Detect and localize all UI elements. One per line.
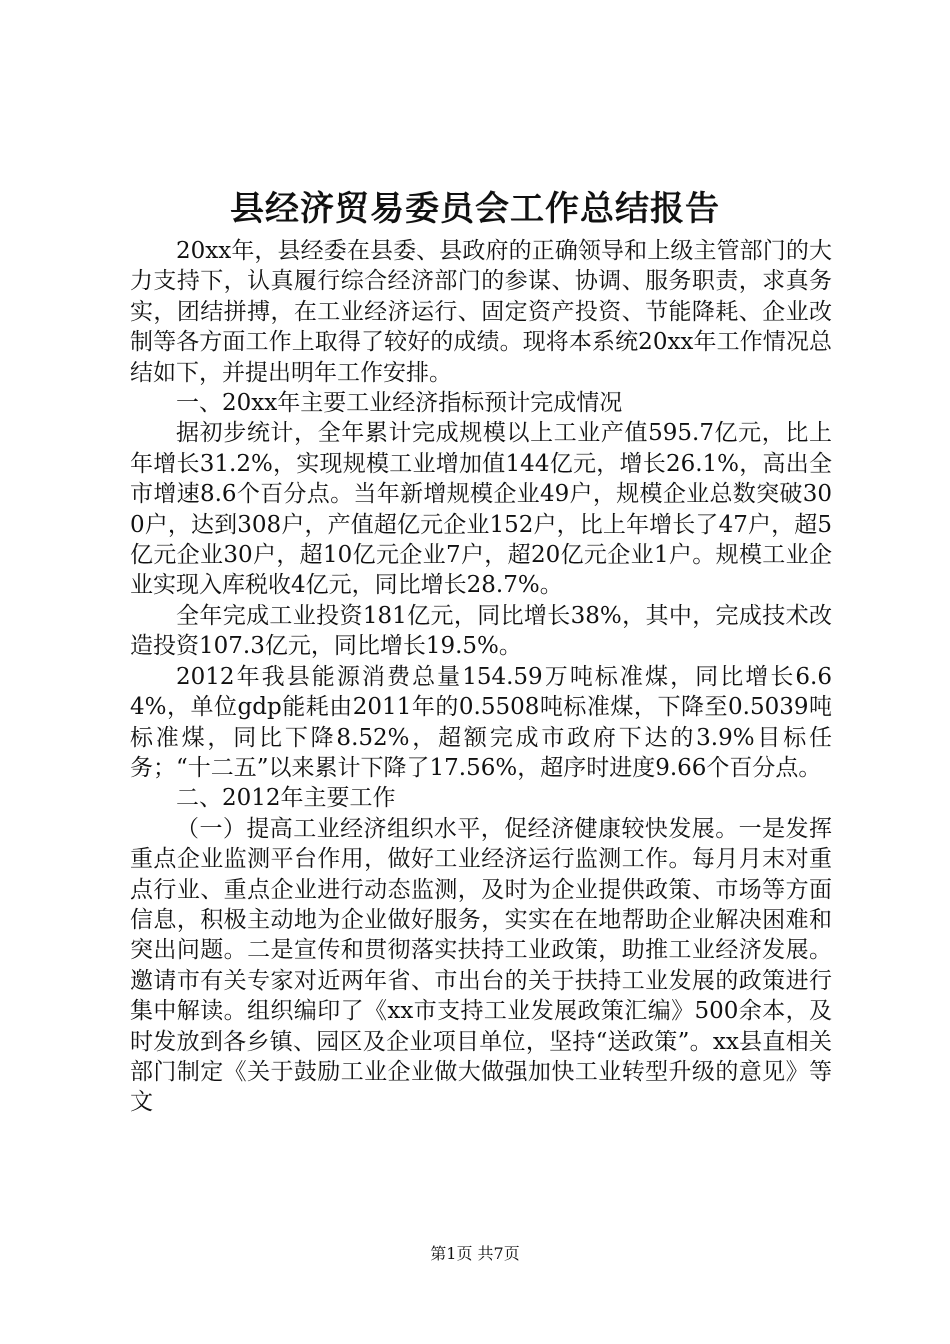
intro-paragraph: 20xx年，县经委在县委、县政府的正确领导和上级主管部门的大力支持下，认真履行综合经济部门的参谋、协调、服务职责，求真务实，团结拼搏，在工业经济运行、固定资产投资、节能降耗、企业改制等各方面工作上取得了较好的成绩。现将本系统20xx年工作情况总结如下，并提出明年工作安排。 — [130, 238, 832, 386]
page-footer: 第1页 共7页 — [430, 1244, 520, 1263]
energy-paragraph: 2012年我县能源消费总量154.59万吨标准煤，同比增长6.64%，单位gdp能耗由2011年的0.5508吨标准煤，下降至0.5039吨标准煤，同比下降8.52%，超额完成市政府下达的3.9%目标任务；“十二五”以来累计下降了17.56%，超序时进度9.66个百分点。 — [130, 663, 832, 781]
work-paragraph-1: （一）提高工业经济组织水平，促经济健康较快发展。一是发挥重点企业监测平台作用，做好工业经济运行监测工作。每月月末对重点行业、重点企业进行动态监测，及时为企业提供政策、市场等方面信息，积极主动地为企业做好服务，实实在在地帮助企业解决困难和突出问题。二是宣传和贯彻落实扶持工业政策，助推工业经济发展。邀请市有关专家对近两年省、市出台的关于扶持工业发展的政策进行集中解读。组织编印了《xx市支持工业发展政策汇编》500余本，及时发放到各乡镇、园区及企业项目单位，坚持“送政策”。xx县直相关部门制定《关于鼓励工业企业做大做强加快工业转型升级的意见》等文 — [130, 815, 832, 1116]
investment-paragraph: 全年完成工业投资181亿元，同比增长38%，其中，完成技术改造投资107.3亿元，同比增长19.5%。 — [130, 602, 832, 660]
statistics-paragraph: 据初步统计，全年累计完成规模以上工业产值595.7亿元，比上年增长31.2%，实现规模工业增加值144亿元，增长26.1%，高出全市增速8.6个百分点。当年新增规模企业49户，规模企业总数突破300户，达到308户，产值超亿元企业152户，比上年增长了47户，超5亿元企业30户，超10亿元企业7户，超20亿元企业1户。规模工业企业实现入库税收4亿元，同比增长28.7%。 — [130, 420, 832, 599]
section-heading-2: 二、2012年主要工作 — [176, 785, 396, 812]
document-title: 县经济贸易委员会工作总结报告 — [230, 189, 720, 229]
section-heading-1: 一、20xx年主要工业经济指标预计完成情况 — [176, 390, 623, 417]
document-body — [130, 236, 832, 1118]
